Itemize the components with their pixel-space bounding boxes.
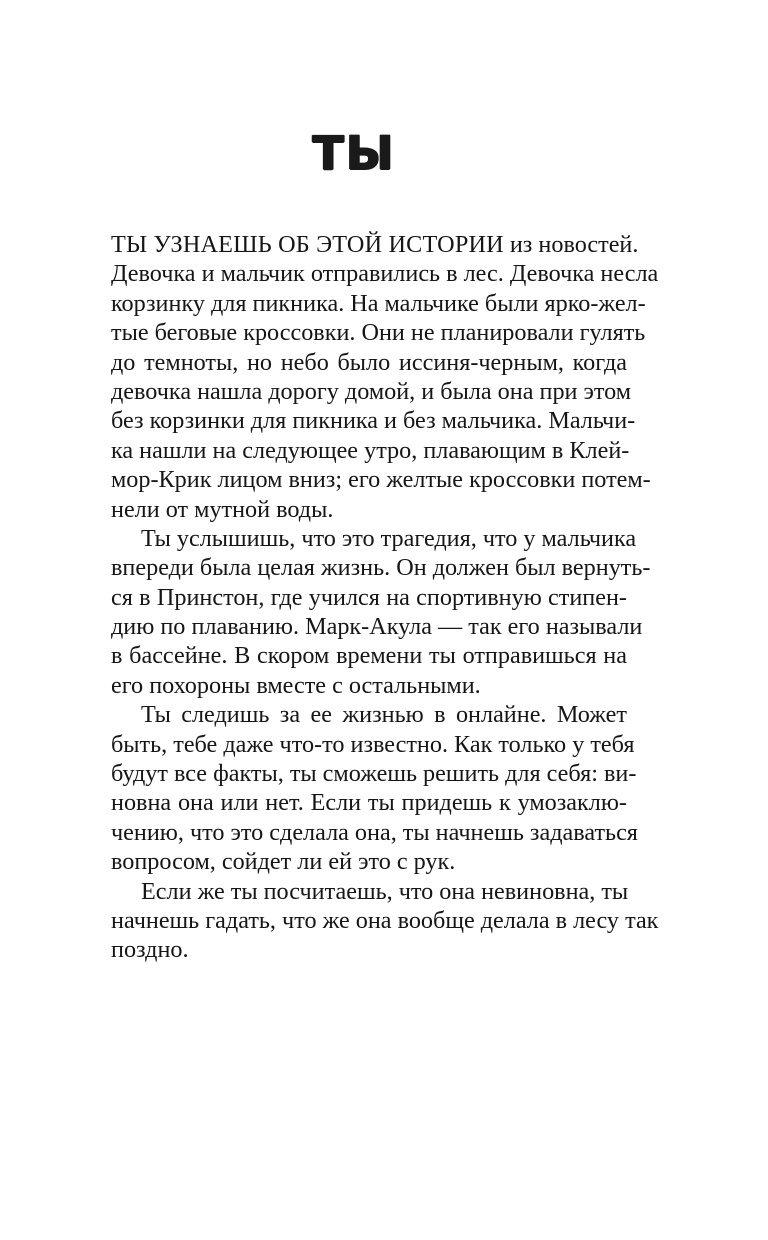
text-line: ка нашли на следующее утро, плавающим в Клей-: [111, 436, 630, 464]
text-line: нели от мутной воды.: [111, 495, 334, 523]
paragraph-4: [111, 877, 659, 965]
text-line: вопросом, сойдет ли ей это с рук.: [111, 848, 456, 876]
text-line: Если же ты посчитаешь, что она невиновна, ты: [141, 877, 629, 905]
text-line: дию по плаванию. Марк-Акула — так его называли: [111, 613, 643, 641]
text-line: Ты услышишь, что это трагедия, что у мальчика: [141, 524, 637, 552]
text-line: до темноты, но небо было иссиня-черным, когда: [111, 348, 627, 376]
text-line: будут все факты, ты сможешь решить для себя: ви-: [111, 760, 637, 788]
paragraph-3: [111, 700, 638, 876]
text-line: поздно.: [111, 936, 189, 964]
text-line: [111, 230, 639, 259]
lead-in-caps: ТЫ УЗНАЕШЬ ОБ ЭТОЙ ИСТОРИИ: [111, 231, 504, 258]
paragraph-1: [111, 230, 659, 524]
text-line: чению, что это сделала она, ты начнешь задаваться: [111, 818, 638, 846]
text-line: новна она или нет. Если ты придешь к умозаклю-: [111, 789, 627, 817]
text-line: корзинку для пикника. На мальчике были ярко-жел-: [111, 289, 646, 317]
text-line: Девочка и мальчик отправились в лес. Девочка несла: [111, 260, 659, 288]
chapter-title: ТЫ: [312, 126, 396, 180]
text-line-rest: из новостей.: [503, 231, 639, 258]
text-line: девочка нашла дорогу домой, и была она при этом: [111, 377, 632, 405]
text-line: впереди была целая жизнь. Он должен был вернуть-: [111, 554, 651, 582]
text-line: Ты следишь за ее жизнью в онлайне. Может: [141, 701, 627, 729]
text-line: тые беговые кроссовки. Они не планировали гулять: [111, 319, 646, 347]
text-line: в бассейне. В скором времени ты отправишься на: [111, 642, 627, 670]
text-line: начнешь гадать, что же она вообще делала в лесу так: [111, 906, 659, 934]
text-line: без корзинки для пикника и без мальчика. Мальчи-: [111, 407, 636, 435]
text-line: мор-Крик лицом вниз; его желтые кроссовки потем-: [111, 466, 651, 494]
text-line: ся в Принстон, где учился на спортивную стипен-: [111, 583, 627, 611]
text-line: его похороны вместе с остальными.: [111, 671, 481, 699]
paragraph-2: [111, 524, 651, 700]
text-line: быть, тебе даже что-то известно. Как только у тебя: [111, 730, 635, 758]
chapter-text: [111, 230, 659, 965]
